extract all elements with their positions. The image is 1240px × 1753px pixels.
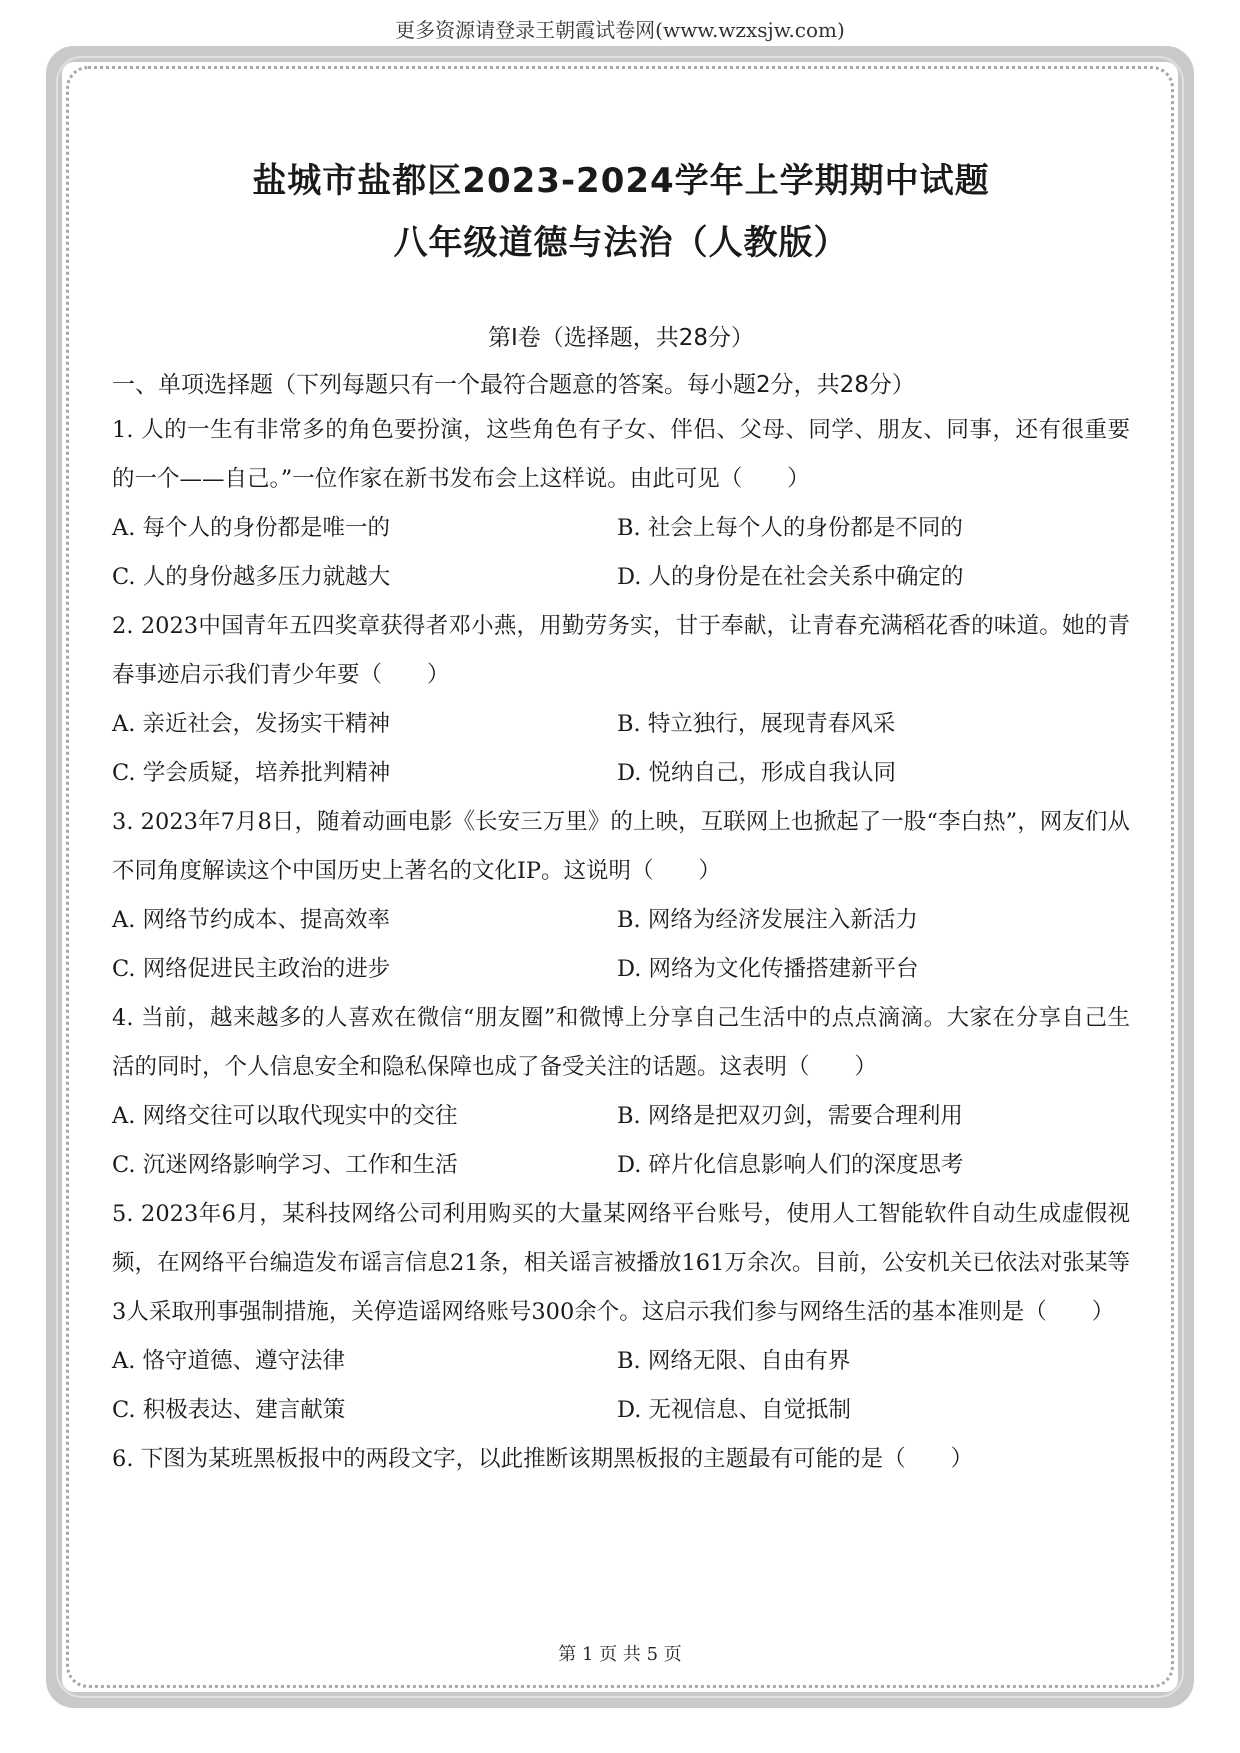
question-text: 5. 2023年6月，某科技网络公司利用购买的大量某网络平台账号，使用人工智能软件自动生成虚假视频，在网络平台编造发布谣言信息21条，相关谣言被播放161万余次。目前，公安机关已依法对张某等3人采取刑事强制措施，关停造谣网络账号300余个。这启示我们参与网络生活的基本准则是（ ） xyxy=(112,1201,1130,1325)
option-d: D. 无视信息、自觉抵制 xyxy=(617,1397,852,1423)
option-c: C. 网络促进民主政治的进步 xyxy=(112,956,391,982)
question-1 xyxy=(112,406,1130,602)
option-c: C. 沉迷网络影响学习、工作和生活 xyxy=(112,1152,458,1178)
exam-subtitle: 八年级道德与法治（人教版） xyxy=(393,223,849,263)
question-text: 1. 人的一生有非常多的角色要扮演，这些角色有子女、伴侣、父母、同学、朋友、同事，还有很重要的一个——自己。”一位作家在新书发布会上这样说。由此可见（ ） xyxy=(112,417,1130,492)
option-b: B. 特立独行，展现青春风采 xyxy=(617,711,896,737)
option-a: A. 每个人的身份都是唯一的 xyxy=(112,515,391,541)
section-title: 第Ⅰ卷（选择题，共28分） xyxy=(487,325,755,351)
question-text: 3. 2023年7月8日，随着动画电影《长安三万里》的上映，互联网上也掀起了一股“李白热”，网友们从不同角度解读这个中国历史上著名的文化IP。这说明（ ） xyxy=(112,809,1130,884)
option-b: B. 网络为经济发展注入新活力 xyxy=(617,907,918,933)
option-a: A. 亲近社会，发扬实干精神 xyxy=(112,711,391,737)
exam-title: 盐城市盐都区2023-2024学年上学期期中试题 xyxy=(252,161,990,201)
option-d: D. 人的身份是在社会关系中确定的 xyxy=(617,564,964,590)
question-2 xyxy=(112,602,1130,798)
question-text: 4. 当前，越来越多的人喜欢在微信“朋友圈”和微博上分享自己生活中的点点滴滴。大家在分享自己生活的同时，个人信息安全和隐私保障也成了备受关注的话题。这表明（ ） xyxy=(112,1005,1130,1080)
option-d: D. 网络为文化传播搭建新平台 xyxy=(617,956,919,982)
question-6 xyxy=(112,1435,1130,1484)
option-a: A. 网络节约成本、提高效率 xyxy=(112,907,391,933)
option-c: C. 人的身份越多压力就越大 xyxy=(112,564,391,590)
option-c: C. 学会质疑，培养批判精神 xyxy=(112,760,391,786)
option-d: D. 悦纳自己，形成自我认同 xyxy=(617,760,897,786)
option-a: A. 网络交往可以取代现实中的交往 xyxy=(112,1103,458,1129)
option-c: C. 积极表达、建言献策 xyxy=(112,1397,346,1423)
watermark-header: 更多资源请登录王朝霞试卷网(www.wzxsjw.com) xyxy=(395,18,845,42)
question-3 xyxy=(112,798,1130,994)
option-b: B. 网络是把双刃剑，需要合理利用 xyxy=(617,1103,963,1129)
part-heading: 一、单项选择题（下列每题只有一个最符合题意的答案。每小题2分，共28分） xyxy=(112,372,915,398)
question-4 xyxy=(112,994,1130,1190)
question-text: 2. 2023中国青年五四奖章获得者邓小燕，用勤劳务实，甘于奉献，让青春充满稻花香的味道。她的青春事迹启示我们青少年要（ ） xyxy=(112,613,1130,688)
option-d: D. 碎片化信息影响人们的深度思考 xyxy=(617,1152,964,1178)
exam-content xyxy=(112,150,1130,1484)
question-text: 6. 下图为某班黑板报中的两段文字，以此推断该期黑板报的主题最有可能的是（ ） xyxy=(112,1446,974,1472)
option-b: B. 网络无限、自由有界 xyxy=(617,1348,851,1374)
page-footer: 第 1 页 共 5 页 xyxy=(558,1644,682,1665)
option-b: B. 社会上每个人的身份都是不同的 xyxy=(617,515,963,541)
option-a: A. 恪守道德、遵守法律 xyxy=(112,1348,346,1374)
question-5 xyxy=(112,1190,1130,1435)
